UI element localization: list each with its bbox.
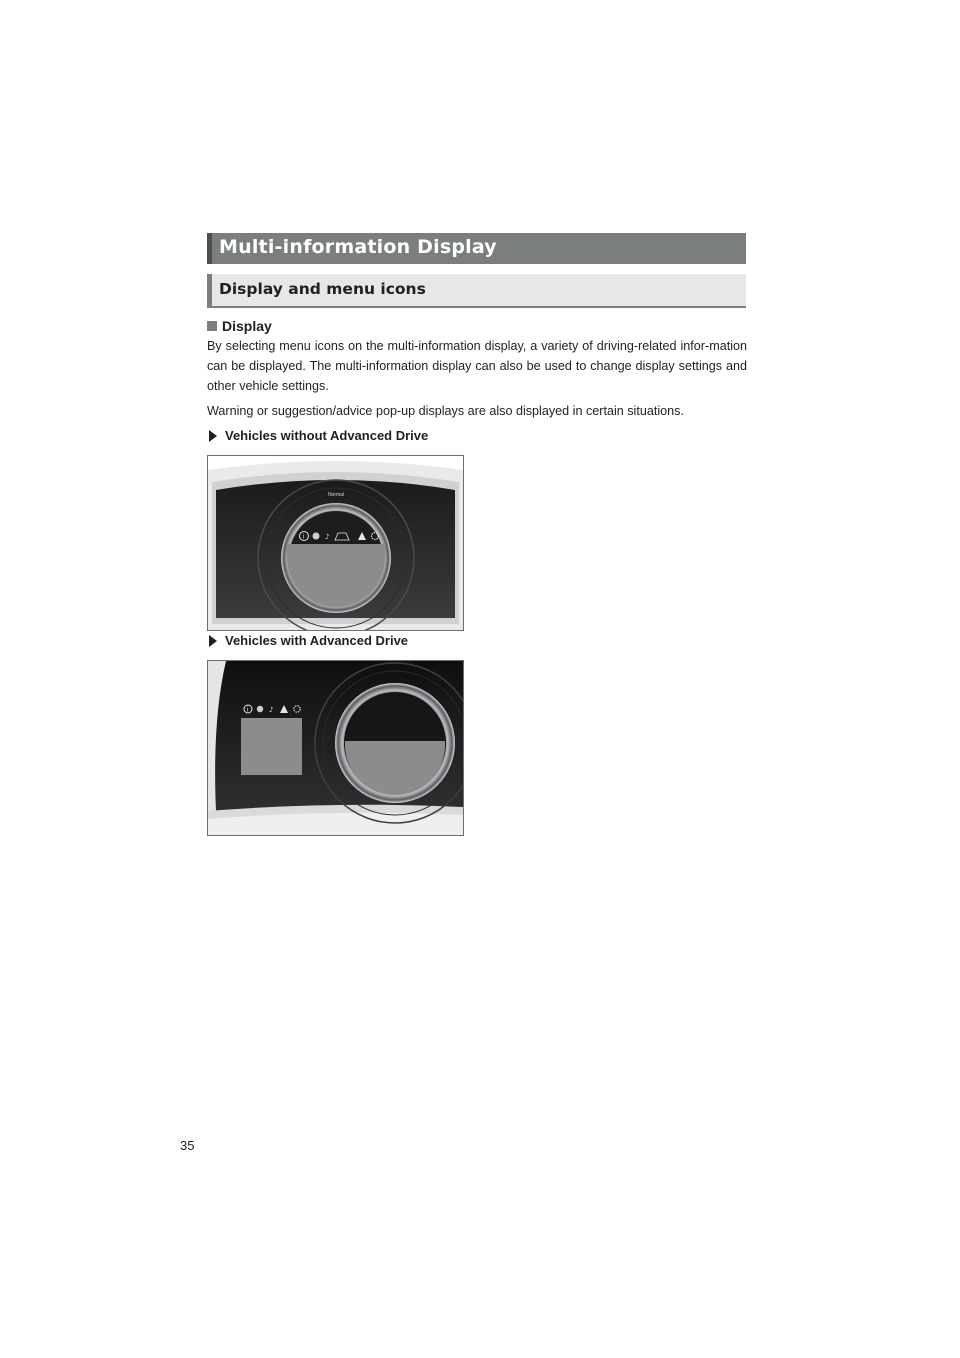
triangle-arrow-icon [209,635,217,647]
square-bullet-icon [207,321,217,331]
drop-icon[interactable] [257,706,263,712]
page-number: 35 [180,1138,195,1153]
display-heading [207,318,272,334]
svg-text:i: i [246,706,249,714]
display-heading-text: Display [222,318,272,334]
music-note-icon[interactable]: ♪ [325,533,330,541]
display-figure-with-advanced-drive [207,660,464,836]
paragraph-popups: Warning or suggestion/advice pop-up displays are also displayed in certain situations. [207,404,684,418]
section-title-bar [207,233,746,264]
variant-label-with-advanced-drive [209,633,408,648]
subsection-title: Display and menu icons [219,280,426,298]
variant-label-text: Vehicles with Advanced Drive [225,633,409,648]
paragraph-intro: By selecting menu icons on the multi-information display, a variety of driving-related infor-mation can be displayed. The multi-information display can also be used to change display settings and other vehicle settings. [207,339,747,393]
drop-icon[interactable] [313,533,320,540]
section-title: Multi-information Display [219,236,497,258]
triangle-arrow-icon [209,430,217,442]
variant-label-without-advanced-drive [209,428,428,443]
meter-illustration [208,661,463,835]
music-note-icon[interactable]: ♪ [269,706,274,714]
svg-text:i: i [302,533,305,541]
subsection-title-bar [207,274,746,308]
title-accent [207,233,212,264]
display-figure-without-advanced-drive [207,455,464,631]
variant-label-text: Vehicles without Advanced Drive [225,428,429,443]
meter-illustration [208,456,463,630]
subtitle-accent [207,274,212,306]
mode-label: Normal [327,492,345,498]
